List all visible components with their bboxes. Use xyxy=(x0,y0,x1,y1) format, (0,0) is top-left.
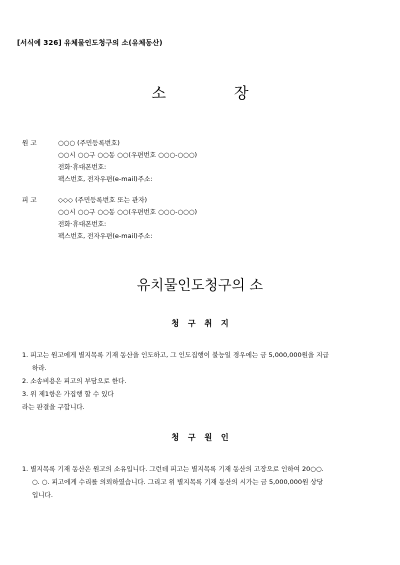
plaintiff-fax-email: 팩스번호, 전자우편(e-mail)주소: xyxy=(58,175,153,183)
cause-line: ○. ○. 피고에게 수리를 의뢰하였습니다. 그리고 위 별지목록 기재 동산의 시가는 금 5,000,000원 상당 xyxy=(32,478,323,486)
causes-list xyxy=(22,463,384,502)
plaintiff-address: ○○시 ○○구 ○○동 ○○(우편번호 ○○○-○○○) xyxy=(58,151,198,159)
defendant-name: ◇◇◇ (주민등록번호 또는 관자) xyxy=(58,196,148,204)
claim-line: 라는 판결을 구합니다. xyxy=(22,403,85,411)
defendant-phone: 전화·휴대폰번호: xyxy=(58,220,107,228)
cause-line: 1. 별지목록 기재 동산은 원고의 소유입니다. 그런데 피고는 별지목록 기재 동산의 고장으로 인하여 20○○. xyxy=(22,465,324,473)
defendant-address: ○○시 ○○구 ○○동 ○○(우편번호 ○○○-○○○) xyxy=(58,208,198,216)
claims-list xyxy=(22,349,384,414)
defendant-role-label: 피 고 xyxy=(22,196,37,204)
case-title: 유치물인도청구의 소 xyxy=(136,278,264,294)
claim-line: 하라. xyxy=(32,364,47,372)
cause-heading: 청 구 원 인 xyxy=(171,433,229,442)
form-label: [서식예 326] 유체물인도청구의 소(유체동산) xyxy=(17,39,163,47)
claim-line: 3. 위 제1항은 가집행 할 수 있다 xyxy=(22,390,114,398)
plaintiff-name: ○○○ (주민등록번호) xyxy=(58,139,120,147)
plaintiff-phone: 전화·휴대폰번호: xyxy=(58,163,107,171)
claim-heading: 청 구 취 지 xyxy=(171,319,229,328)
defendant-fax-email: 팩스번호, 전자우편(e-mail)주소: xyxy=(58,232,153,240)
document-title xyxy=(0,82,400,103)
claim-line: 1. 피고는 원고에게 별지목록 기재 동산을 인도하고, 그 인도집행이 불능일 경우에는 금 5,000,000원을 지급 xyxy=(22,351,329,359)
claim-line: 2. 소송비용은 피고의 부담으로 한다. xyxy=(22,377,127,385)
plaintiff-role-label: 원 고 xyxy=(22,139,37,147)
cause-line: 입니다. xyxy=(32,491,53,499)
document-title-char-1: 소 xyxy=(151,84,166,102)
document-title-char-2: 장 xyxy=(234,84,249,102)
